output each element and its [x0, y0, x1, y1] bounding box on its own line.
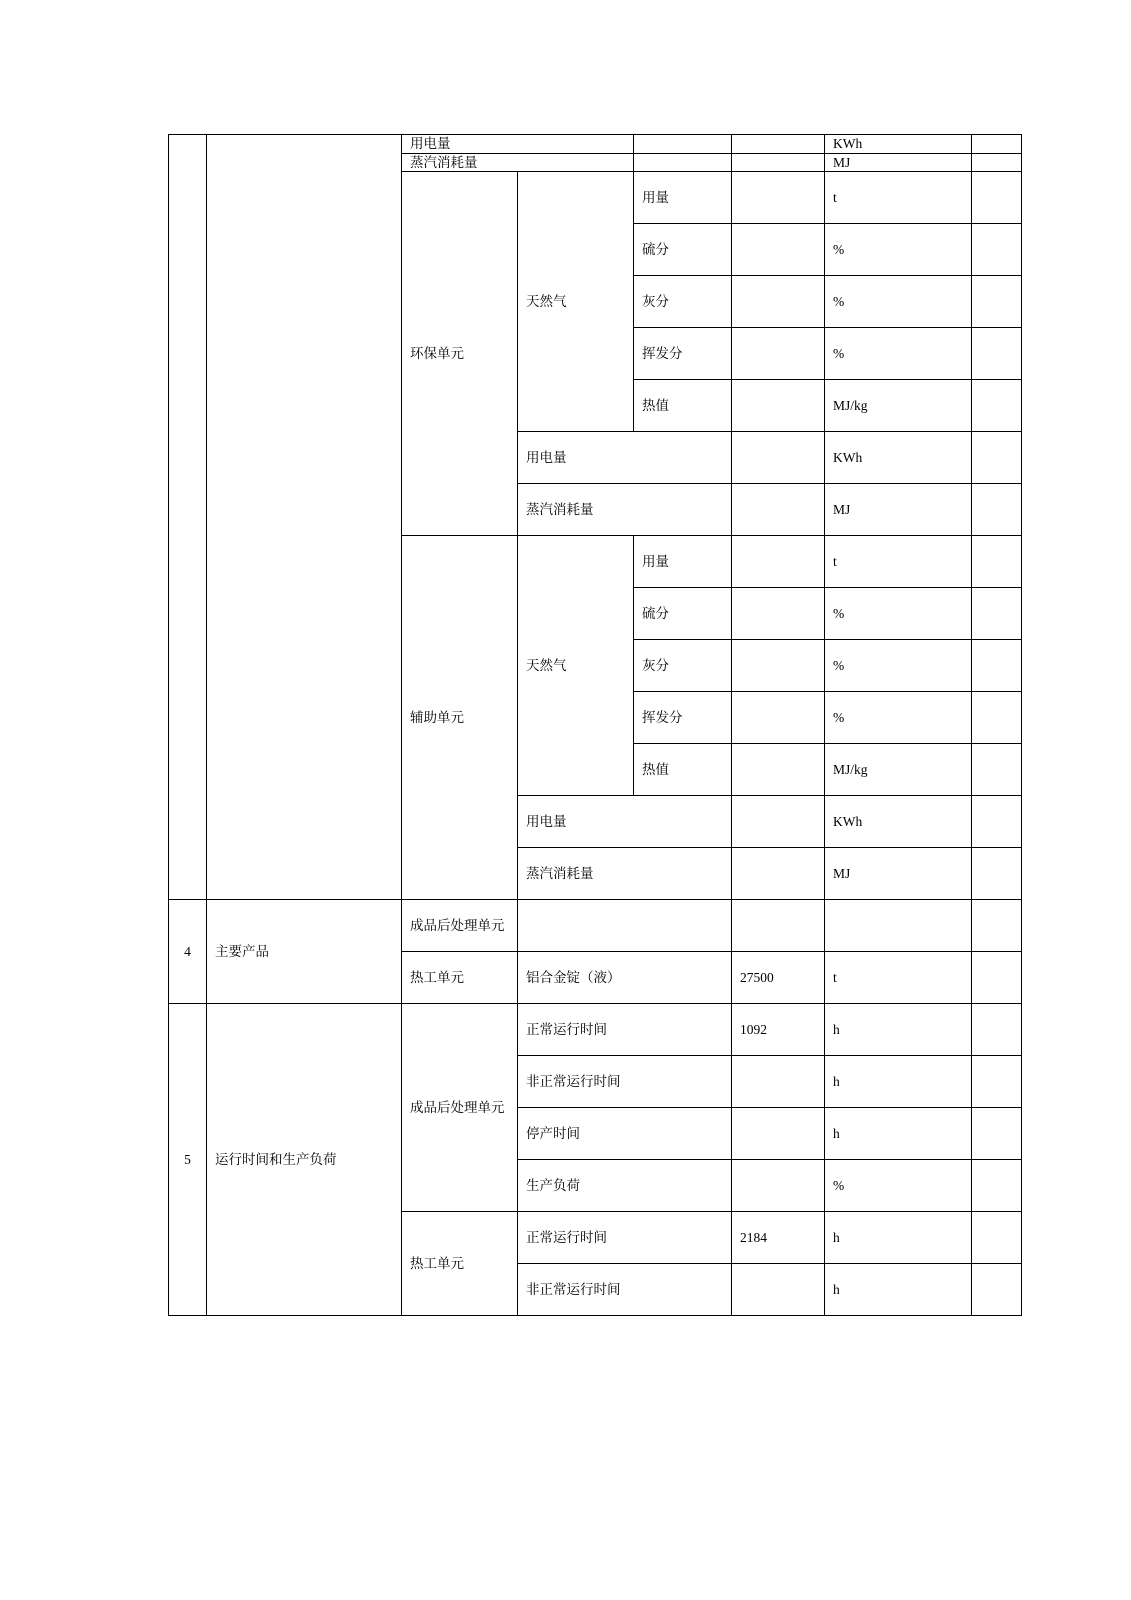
- cell-sub: 挥发分: [634, 328, 732, 380]
- cell-value: [732, 328, 825, 380]
- cell-remark: [972, 432, 1022, 484]
- cell-remark: [972, 484, 1022, 536]
- cell-remark: [972, 1004, 1022, 1056]
- cell-sub: 热值: [634, 380, 732, 432]
- cell-remark: [972, 135, 1022, 154]
- cell-remark: [972, 172, 1022, 224]
- cell-remark: [972, 588, 1022, 640]
- cell-item: 蒸汽消耗量: [402, 153, 634, 172]
- cell-item: 用电量: [518, 796, 732, 848]
- cell-item: 非正常运行时间: [518, 1056, 732, 1108]
- cell-section-category: [207, 135, 402, 900]
- cell-remark: [972, 328, 1022, 380]
- cell-remark: [972, 1160, 1022, 1212]
- data-table: [168, 134, 1022, 1316]
- cell-value: [732, 900, 825, 952]
- cell-remark: [972, 380, 1022, 432]
- cell-item: 正常运行时间: [518, 1004, 732, 1056]
- cell-value: [732, 172, 825, 224]
- cell-remark: [972, 153, 1022, 172]
- cell-uom: h: [825, 1108, 972, 1160]
- cell-unit: %: [825, 224, 972, 276]
- cell-item: 正常运行时间: [518, 1212, 732, 1264]
- cell-remark: [972, 640, 1022, 692]
- cell-value: 27500: [732, 952, 825, 1004]
- cell-unit: t: [825, 172, 972, 224]
- cell-value: [732, 276, 825, 328]
- cell-value: [732, 432, 825, 484]
- cell-remark: [972, 848, 1022, 900]
- cell-value: [732, 153, 825, 172]
- cell-unit: t: [825, 536, 972, 588]
- table-row: [169, 135, 1022, 154]
- cell-remark: [972, 276, 1022, 328]
- cell-remark: [972, 1212, 1022, 1264]
- cell-unit: KWh: [825, 432, 972, 484]
- cell-remark: [972, 536, 1022, 588]
- cell-remark: [972, 952, 1022, 1004]
- cell-item: 用电量: [518, 432, 732, 484]
- cell-sub: 挥发分: [634, 692, 732, 744]
- cell-remark: [972, 224, 1022, 276]
- cell-item: 蒸汽消耗量: [518, 484, 732, 536]
- cell-uom: h: [825, 1264, 972, 1316]
- cell-uom: %: [825, 1160, 972, 1212]
- cell-unit-env: 环保单元: [402, 172, 518, 536]
- cell-section-no: 5: [169, 1004, 207, 1316]
- cell-unit: 热工单元: [402, 952, 518, 1004]
- cell-sub: 硫分: [634, 224, 732, 276]
- cell-item: 生产负荷: [518, 1160, 732, 1212]
- cell-remark: [972, 692, 1022, 744]
- cell-value: [732, 536, 825, 588]
- cell-item: 蒸汽消耗量: [518, 848, 732, 900]
- cell-unit: MJ: [825, 848, 972, 900]
- cell-group-natural-gas: 天然气: [518, 172, 634, 432]
- cell-item: 铝合金锭（液）: [518, 952, 732, 1004]
- cell-value: [732, 848, 825, 900]
- cell-unit: MJ: [825, 153, 972, 172]
- table-row: [169, 1004, 1022, 1056]
- cell-uom: h: [825, 1004, 972, 1056]
- cell-value: [732, 744, 825, 796]
- cell-sub: 热值: [634, 744, 732, 796]
- cell-group-natural-gas: 天然气: [518, 536, 634, 796]
- cell-sub: [634, 153, 732, 172]
- cell-item: [518, 900, 732, 952]
- cell-uom: h: [825, 1056, 972, 1108]
- cell-section-category: 主要产品: [207, 900, 402, 1004]
- cell-unit-thermal: 热工单元: [402, 1212, 518, 1316]
- cell-value: [732, 224, 825, 276]
- cell-value: [732, 135, 825, 154]
- cell-sub: 硫分: [634, 588, 732, 640]
- cell-value: [732, 692, 825, 744]
- cell-unit: %: [825, 692, 972, 744]
- cell-value: [732, 380, 825, 432]
- cell-unit: KWh: [825, 135, 972, 154]
- cell-item: 停产时间: [518, 1108, 732, 1160]
- cell-remark: [972, 1108, 1022, 1160]
- cell-sub: [634, 135, 732, 154]
- cell-remark: [972, 796, 1022, 848]
- cell-value: 1092: [732, 1004, 825, 1056]
- cell-value: [732, 1108, 825, 1160]
- cell-section-no: [169, 135, 207, 900]
- cell-unit: MJ/kg: [825, 744, 972, 796]
- cell-unit: %: [825, 640, 972, 692]
- cell-value: [732, 1056, 825, 1108]
- cell-unit: %: [825, 276, 972, 328]
- cell-unit: %: [825, 328, 972, 380]
- cell-unit: MJ: [825, 484, 972, 536]
- cell-remark: [972, 744, 1022, 796]
- cell-sub: 灰分: [634, 276, 732, 328]
- cell-section-no: 4: [169, 900, 207, 1004]
- cell-value: [732, 484, 825, 536]
- cell-value: [732, 1160, 825, 1212]
- cell-unit: MJ/kg: [825, 380, 972, 432]
- cell-remark: [972, 1056, 1022, 1108]
- table-row: [169, 900, 1022, 952]
- cell-item: 非正常运行时间: [518, 1264, 732, 1316]
- cell-unit: %: [825, 588, 972, 640]
- cell-sub: 用量: [634, 172, 732, 224]
- cell-value: [732, 1264, 825, 1316]
- cell-item: 用电量: [402, 135, 634, 154]
- cell-value: 2184: [732, 1212, 825, 1264]
- cell-sub: 灰分: [634, 640, 732, 692]
- cell-unit: KWh: [825, 796, 972, 848]
- cell-unit-aux: 辅助单元: [402, 536, 518, 900]
- cell-unit: 成品后处理单元: [402, 900, 518, 952]
- cell-remark: [972, 1264, 1022, 1316]
- cell-value: [732, 588, 825, 640]
- cell-value: [732, 796, 825, 848]
- cell-sub: 用量: [634, 536, 732, 588]
- cell-value: [732, 640, 825, 692]
- cell-uom: t: [825, 952, 972, 1004]
- cell-remark: [972, 900, 1022, 952]
- cell-uom: [825, 900, 972, 952]
- cell-unit-finished: 成品后处理单元: [402, 1004, 518, 1212]
- cell-uom: h: [825, 1212, 972, 1264]
- cell-section-category: 运行时间和生产负荷: [207, 1004, 402, 1316]
